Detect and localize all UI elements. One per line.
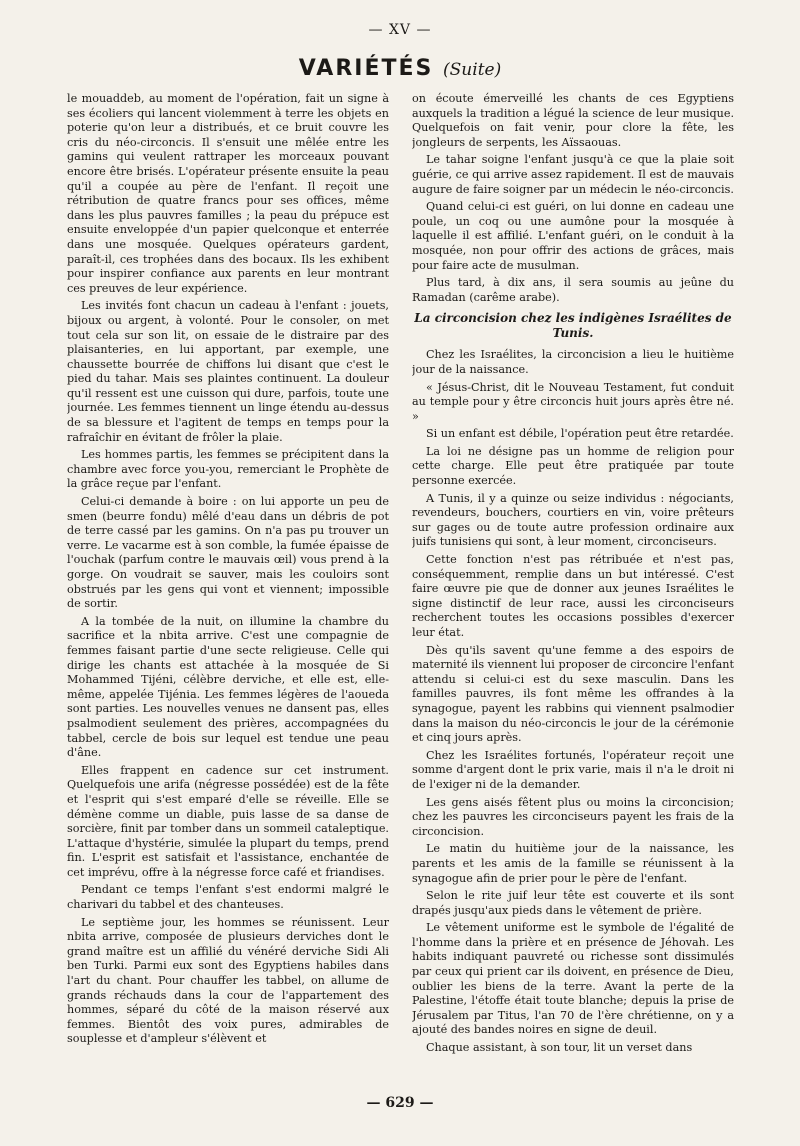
paragraph: Chaque assistant, à son tour, lit un verset dans: [426, 1041, 693, 1055]
paragraph: Le septième jour, les hommes se réunissent. Leur nbita arrive, composée de plusieurs derviches dont le grand maître est un affilié du vénéré derviche Sidi Ali ben Turki. Parmi eux sont des Egyptiens habiles dans l'art du chant. Pour chauffer les tabbel, on allume de grands réchauds dans la cour de l'appartement des hommes, séparé du côté de la maison réservé aux femmes. Bientôt des voix pures, admirables de souplesse et d'ampleur s'élèvent et: [67, 915, 389, 1046]
paragraph: Dès qu'ils savent qu'une femme a des espoirs de maternité ils viennent lui proposer de circoncire l'enfant attendu si celui-ci est du sexe masculin. Dans les familles pauvres, ils font même les offrandes à la synagogue, payent les rabbins qui viennent psalmodier dans la maison du néo-circoncis le jour de la cérémonie et cinq jours après.: [412, 643, 734, 745]
paragraph: Chez les Israélites, la circoncision a lieu le huitième jour de la naissance.: [412, 348, 734, 376]
paragraph: Si un enfant est débile, l'opération peut être retardée.: [426, 427, 734, 441]
section-title: [0, 56, 800, 81]
paragraph: Celui-ci demande à boire : on lui apporte un peu de smen (beurre fondu) mêlé d'eau dans un débris de pot de terre cassé par les gamins. On n'a pas pu trouver un verre. Le vacarme est à son comble, la fumée épaisse de l'ouchak (parfum contre le mauvais œil) vous prend à la gorge. On voudrait se sauver, mais les couloirs sont obstrués par les gens qui vont et viennent; impossible de sortir.: [67, 495, 389, 611]
paragraph: Selon le rite juif leur tête est couverte et ils sont drapés jusqu'aux pieds dans le vêtement de prière.: [412, 889, 734, 917]
paragraph: Elles frappent en cadence sur cet instrument. Quelquefois une arifa (négresse possédée) est de la fête et l'esprit qui s'est emparé d'elle se réveille. Elle se démène comme un diable, puis lasse de sa danse de sorcière, finit par tomber dans un sommeil cataleptique. L'attaque d'hystérie, simulée la plupart du temps, prend fin. L'esprit est satisfait et l'assistance, enchantée de cet imprévu, offre à la négresse force café et friandises.: [67, 763, 389, 879]
paragraph: on écoute émerveillé les chants de ces Egyptiens auxquels la tradition a légué la science de leur musique. Quelquefois on fait venir, pour clore la fête, les jongleurs de serpents, les Aïssaouas.: [412, 92, 734, 149]
paragraph: Les hommes partis, les femmes se précipitent dans la chambre avec force you-you, remerciant le Prophète de la grâce reçue par l'enfant.: [67, 448, 389, 491]
title-suite: (Suite): [443, 60, 502, 80]
page-roman-numeral: — XV —: [368, 22, 432, 38]
paragraph: Chez les Israélites fortunés, l'opérateur reçoit une somme d'argent dont le prix varie, mais il n'a le droit ni de l'exiger ni de la demander.: [412, 748, 734, 791]
paragraph: A Tunis, il y a quinze ou seize individus : négociants, revendeurs, bouchers, courtiers en vin, voire prêteurs sur gages ou de toute autre profession ordinaire aux juifs tunisiens qui sont, à leur moment, circonciseurs.: [412, 491, 734, 549]
paragraph: Le tahar soigne l'enfant jusqu'à ce que la plaie soit guérie, ce qui arrive assez rapidement. Il est de mauvais augure de faire soigner par un médecin le néo-circoncis.: [412, 153, 734, 196]
paragraph: « Jésus-Christ, dit le Nouveau Testament, fut conduit au temple pour y être circoncis huit jours après être né. »: [412, 380, 734, 423]
right-column: [412, 92, 734, 1092]
paragraph: Quand celui-ci est guéri, on lui donne en cadeau une poule, un coq ou une aumône pour la mosquée à laquelle il est affilié. L'enfant guéri, on le conduit à la mosquée, non pour offrir des actions de grâces, mais pour faire acte de musulman.: [412, 200, 734, 272]
paragraph: Les invités font chacun un cadeau à l'enfant : jouets, bijoux ou argent, à volonté. Pour le consoler, on met tout cela sur son lit, on essaie de le distraire par des plaisanteries, en lui apportant, par exemple, une chaussette bourrée de chiffons lui disant que c'est le pied du tahar. Mais ses plaintes continuent. La douleur qu'il ressent est une cuisson qui dure, parfois, toute une journée. Les femmes tiennent un linge étendu au-dessus de sa blessure et l'agitent de temps en temps pour la rafraîchir en évitant de frôler la plaie.: [67, 299, 389, 444]
section-heading: La circoncision chez les indigènes Israélites de Tunis.: [414, 311, 732, 341]
title-main: VARIÉTÉS: [298, 56, 434, 81]
paragraph: A la tombée de la nuit, on illumine la chambre du sacrifice et la nbita arrive. C'est une compagnie de femmes faisant partie d'une secte religieuse. Celle qui dirige les chants est attachée à la mosquée de Si Mohammed Tijéni, célèbre derviche, et elle est, elle-même, appelée Tijénia. Les femmes légères de l'aoueda sont parties. Les nouvelles venues ne dansent pas, elles psalmodient seulement des prières, accompagnées du tabbel, cercle de bois sur lequel est tendue une peau d'âne.: [67, 614, 389, 760]
paragraph: Le matin du huitième jour de la naissance, les parents et les amis de la famille se réunissent à la synagogue afin de prier pour le père de l'enfant.: [412, 842, 734, 885]
paragraph: Plus tard, à dix ans, il sera soumis au jeûne du Ramadan (carême arabe).: [412, 276, 734, 304]
paragraph: Cette fonction n'est pas rétribuée et n'est pas, conséquemment, remplie dans un but intéressé. C'est faire œuvre pie que de donner aux jeunes Israélites le signe distinctif de leur race, aussi les circonciseurs recherchent toutes les occasions possibles d'exercer leur état.: [412, 553, 734, 639]
paragraph: Pendant ce temps l'enfant s'est endormi malgré le charivari du tabbel et des chanteuses.: [67, 883, 389, 912]
left-column: [67, 92, 389, 1092]
paragraph: Les gens aisés fêtent plus ou moins la circoncision; chez les pauvres les circonciseurs payent les frais de la circoncision.: [412, 795, 734, 838]
paragraph: La loi ne désigne pas un homme de religion pour cette charge. Elle peut être pratiquée par toute personne exercée.: [412, 444, 734, 488]
paragraph: le mouaddeb, au moment de l'opération, fait un signe à ses écoliers qui lancent violemment à terre les objets en poterie qu'on leur a distribués, et ce bruit couvre les cris du néo-circoncis. Il s'ensuit une mêlée entre les gamins qui veulent rattraper les morceaux pouvant encore être brisés. L'opérateur présente ensuite la peau qu'il a coupée au père de l'enfant. Il reçoit une rétribution de quatre francs pour ses offices, même dans les plus pauvres familles ; la peau du prépuce est ensuite enveloppée d'un papier quelconque et enterrée dans une mosquée. Quelques opérateurs gardent, paraît-il, ces trophées dans des bocaux. Ils les exhibent pour inspirer confiance aux parents en leur montrant ces preuves de leur expérience.: [67, 92, 389, 295]
page-number: — 629 —: [366, 1095, 434, 1111]
paragraph: Le vêtement uniforme est le symbole de l'égalité de l'homme dans la prière et en présence de Jéhovah. Les habits indiquant pauvreté ou richesse sont dissimulés par ceux qui prient car ils doivent, en présence de Dieu, oublier les biens de la terre. Avant la perte de la Palestine, l'étoffe était toute blanche; depuis la prise de Jérusalem par Titus, l'an 70 de l'ère chrétienne, on y a ajouté des bandes noires en signe de deuil.: [412, 921, 734, 1037]
